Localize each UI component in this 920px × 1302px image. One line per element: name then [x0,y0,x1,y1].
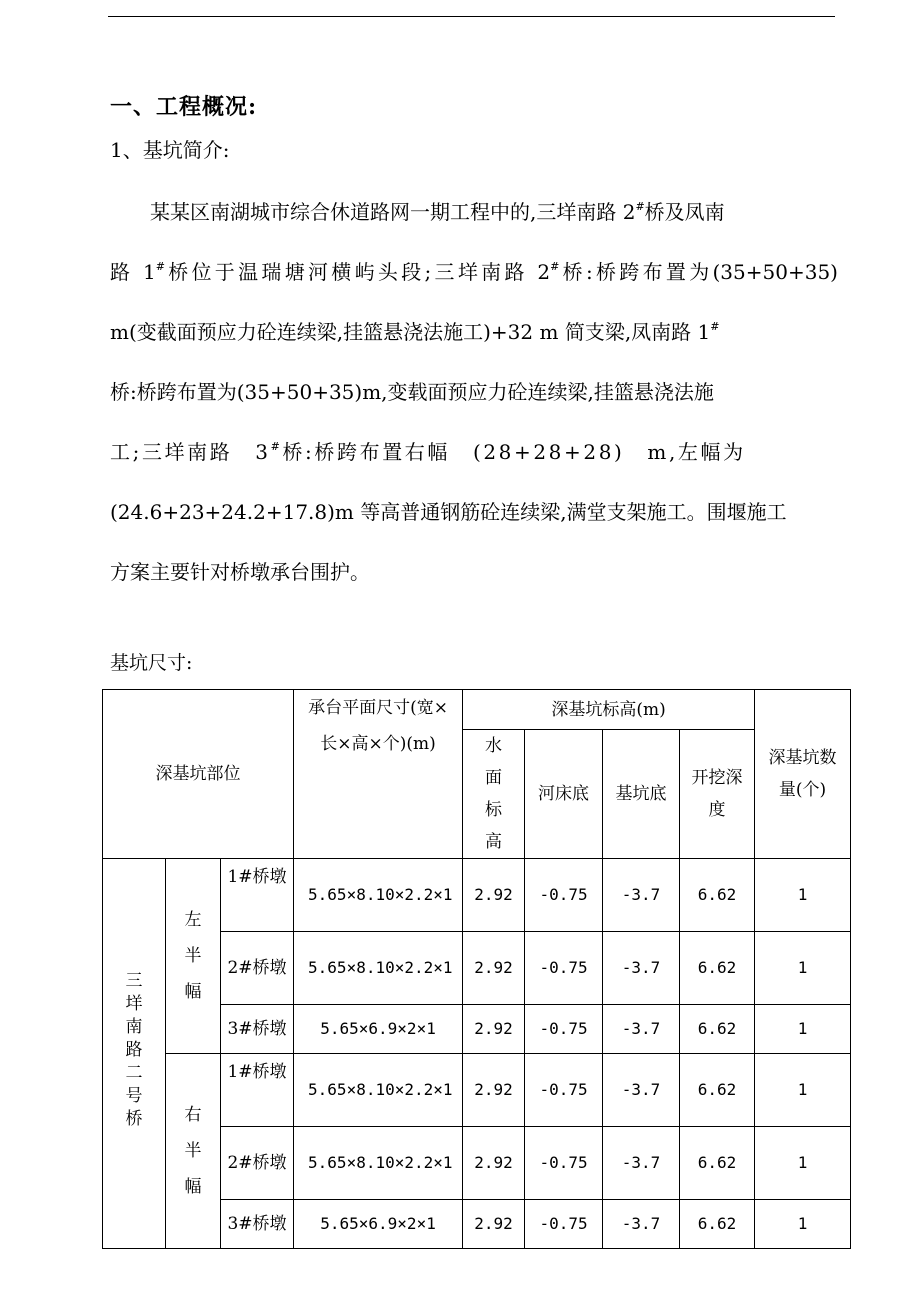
water-cell: 2.92 [463,1200,525,1249]
header-excavation-depth: 开挖深度 [680,730,755,859]
water-cell: 2.92 [463,1127,525,1200]
water-cell: 2.92 [463,1005,525,1054]
depth-cell: 6.62 [680,1127,755,1200]
paragraph-line: m(变截面预应力砼连续梁,挂篮悬浇法施工)+32 m 简支梁,凤南路 1# [110,320,720,344]
paragraph-line: (24.6+23+24.2+17.8)m 等高普通钢筋砼连续梁,满堂支架施工。围堰施工 [110,500,787,524]
size-cell: 5.65×6.9×2×1 [294,1200,463,1249]
count-cell: 1 [755,1200,851,1249]
intro-paragraph [110,192,838,612]
size-cell: 5.65×6.9×2×1 [294,1005,463,1054]
riverbed-cell: -0.75 [525,932,603,1005]
depth-cell: 6.62 [680,1200,755,1249]
bridge-name-cell: 三垟南路二号桥 [103,859,166,1249]
depth-cell: 6.62 [680,932,755,1005]
header-elevation-group: 深基坑标高(m) [463,690,755,730]
count-cell: 1 [755,1127,851,1200]
riverbed-cell: -0.75 [525,859,603,932]
size-cell: 5.65×8.10×2.2×1 [294,932,463,1005]
water-cell: 2.92 [463,1054,525,1127]
pier-cell: 3#桥墩 [221,1200,294,1249]
pit-dimensions-table [102,689,851,1249]
paragraph-line: 某某区南湖城市综合休道路网一期工程中的,三垟南路 2#桥及凤南 [150,200,725,224]
header-water-level: 水面标高 [463,730,525,859]
table-caption: 基坑尺寸: [110,652,193,674]
section-heading: 一、工程概况: [110,94,258,120]
table-row [103,1054,851,1127]
pier-cell: 2#桥墩 [221,1127,294,1200]
riverbed-cell: -0.75 [525,1200,603,1249]
bottom-cell: -3.7 [603,932,680,1005]
depth-cell: 6.62 [680,859,755,932]
size-cell: 5.65×8.10×2.2×1 [294,859,463,932]
bottom-cell: -3.7 [603,1054,680,1127]
bottom-cell: -3.7 [603,1127,680,1200]
depth-cell: 6.62 [680,1005,755,1054]
bottom-cell: -3.7 [603,1200,680,1249]
pier-cell: 3#桥墩 [221,1005,294,1054]
subsection-heading: 1、基坑简介: [110,138,230,162]
header-riverbed: 河床底 [525,730,603,859]
water-cell: 2.92 [463,932,525,1005]
header-rule [108,16,835,17]
depth-cell: 6.62 [680,1054,755,1127]
size-cell: 5.65×8.10×2.2×1 [294,1054,463,1127]
riverbed-cell: -0.75 [525,1127,603,1200]
header-count: 深基坑数量(个) [755,690,851,859]
bottom-cell: -3.7 [603,1005,680,1054]
count-cell: 1 [755,1005,851,1054]
pier-cell: 1#桥墩 [221,859,294,932]
count-cell: 1 [755,932,851,1005]
table-row [103,859,851,932]
paragraph-line: 工;三垟南路 3#桥:桥跨布置右幅 (28+28+28) m,左幅为 [110,440,746,464]
group-right-cell: 右半幅 [166,1054,221,1249]
group-left-cell: 左半幅 [166,859,221,1054]
header-plan-size: 承台平面尺寸(宽×长×高×个)(m) [294,690,463,859]
paragraph-line: 路 1#桥位于温瑞塘河横屿头段;三垟南路 2#桥:桥跨布置为(35+50+35) [110,260,838,284]
water-cell: 2.92 [463,859,525,932]
header-pit-bottom: 基坑底 [603,730,680,859]
count-cell: 1 [755,859,851,932]
pier-cell: 1#桥墩 [221,1054,294,1127]
pier-cell: 2#桥墩 [221,932,294,1005]
riverbed-cell: -0.75 [525,1005,603,1054]
size-cell: 5.65×8.10×2.2×1 [294,1127,463,1200]
bottom-cell: -3.7 [603,859,680,932]
paragraph-line: 方案主要针对桥墩承台围护。 [110,560,370,584]
count-cell: 1 [755,1054,851,1127]
riverbed-cell: -0.75 [525,1054,603,1127]
paragraph-line: 桥:桥跨布置为(35+50+35)m,变载面预应力砼连续梁,挂篮悬浇法施 [110,380,714,404]
header-location: 深基坑部位 [103,690,294,859]
